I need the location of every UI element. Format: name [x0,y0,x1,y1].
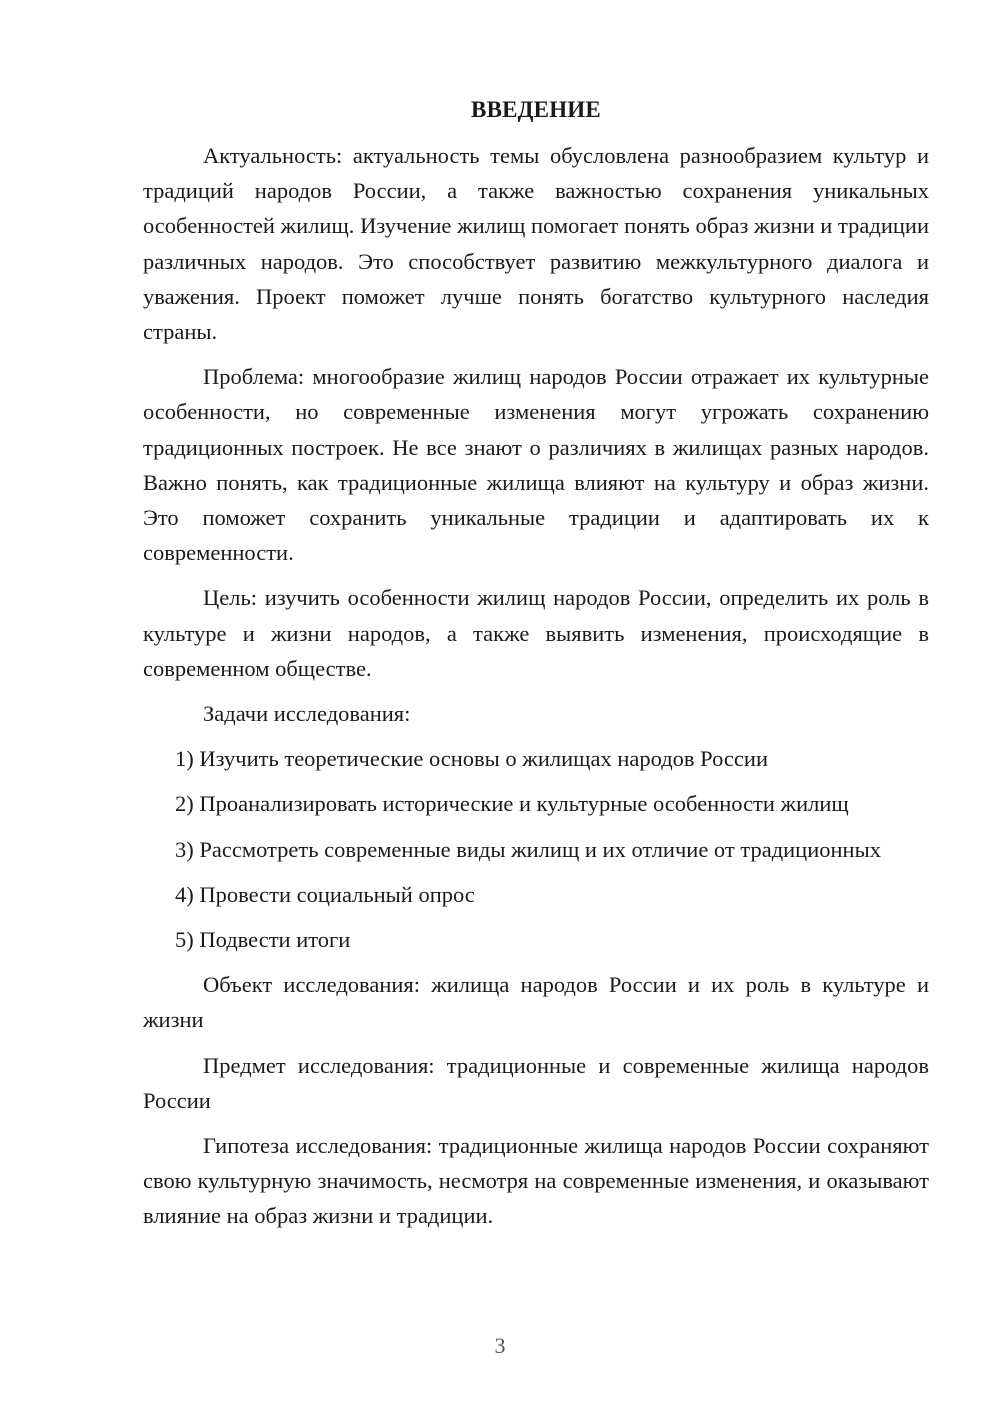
hypothesis-paragraph: Гипотеза исследования: традиционные жилища народов России сохраняют свою культурную значимость, несмотря на современные изменения, и оказывают влияние на образ жизни и традиции. [143,1133,929,1229]
page-number: 3 [494,1333,506,1358]
subject-paragraph: Предмет исследования: традиционные и современные жилища народов России [143,1052,929,1113]
task-item-5: 5) Подвести итоги [175,927,351,953]
document-page [143,92,929,1244]
relevance-paragraph: Актуальность: актуальность темы обусловлена разнообразием культур и традиций народов России, а также важностью сохранения уникальных особенностей жилищ. Изучение жилищ помогает понять образ жизни и традиции различных народов. Это способствует развитию межкультурного диалога и уважения. Проект поможет лучше понять богатство культурного наследия страны. [143,143,929,345]
page-title: ВВЕДЕНИЕ [471,97,601,122]
task-item-1: 1) Изучить теоретические основы о жилищах народов России [175,746,768,772]
goal-paragraph: Цель: изучить особенности жилищ народов России, определить их роль в культуре и жизни народов, а также выявить изменения, происходящие в современном обществе. [143,585,929,681]
task-item-4: 4) Провести социальный опрос [175,881,475,907]
tasks-heading: Задачи исследования: [203,701,411,727]
object-paragraph: Объект исследования: жилища народов России и их роль в культуре и жизни [143,972,929,1033]
task-item-2: 2) Проанализировать исторические и культурные особенности жилищ [175,791,849,817]
task-item-3: 3) Рассмотреть современные виды жилищ и их отличие от традиционных [175,836,881,862]
problem-paragraph: Проблема: многообразие жилищ народов России отражает их культурные особенности, но современные изменения могут угрожать сохранению традиционных построек. Не все знают о различиях в жилищах разных народов. Важно понять, как традиционные жилища влияют на культуру и образ жизни. Это поможет сохранить уникальные традиции и адаптировать их к современности. [143,364,929,566]
